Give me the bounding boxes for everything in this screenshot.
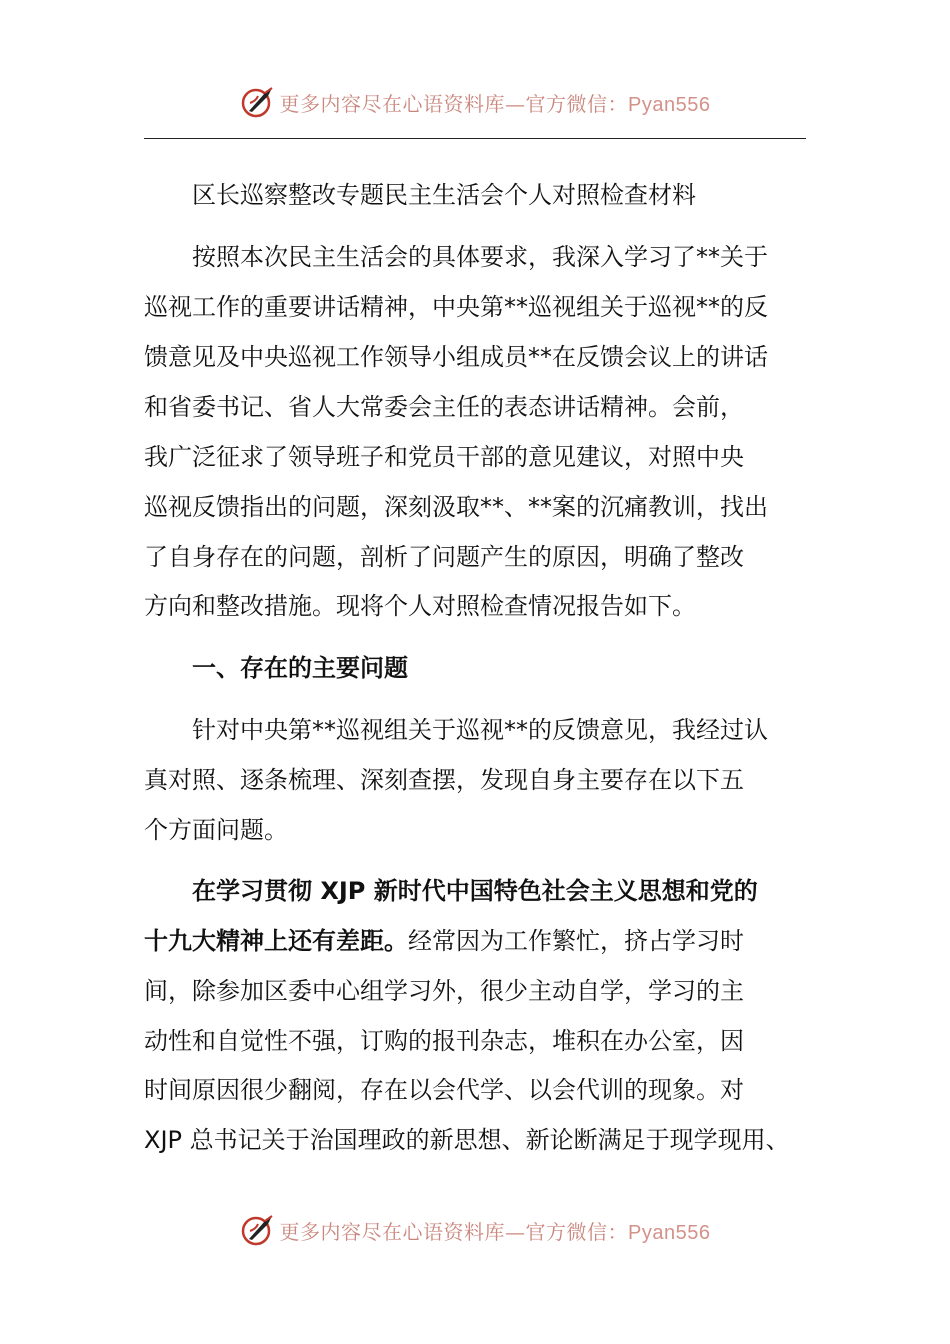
paragraph-line: 馈意见及中央巡视工作领导小组成员**在反馈会议上的讲话 [144, 343, 768, 371]
quill-logo-icon [240, 84, 276, 120]
footer-banner [0, 1208, 950, 1252]
paragraph-line: 巡视工作的重要讲话精神，中央第**巡视组关于巡视**的反 [144, 293, 768, 321]
point-heading-end: 十九大精神上还有差距。 [144, 927, 408, 955]
paragraph-line: 按照本次民主生活会的具体要求，我深入学习了**关于 [192, 243, 768, 271]
page-title: 区长巡察整改专题民主生活会个人对照检查材料 [192, 181, 696, 209]
point-text: 经常因为工作繁忙，挤占学习时 [408, 927, 744, 955]
paragraph-line: 真对照、逐条梳理、深刻查摆，发现自身主要存在以下五 [144, 766, 744, 794]
paragraph-line: 动性和自觉性不强，订购的报刊杂志，堆积在办公室，因 [144, 1027, 744, 1055]
paragraph-line: 巡视反馈指出的问题，深刻汲取**、**案的沉痛教训，找出 [144, 493, 768, 521]
wechat-id: Pyan556 [628, 1221, 711, 1244]
section-heading: 一、存在的主要问题 [192, 654, 408, 682]
paragraph-line: 我广泛征求了领导班子和党员干部的意见建议，对照中央 [144, 443, 744, 471]
paragraph-line: 方向和整改措施。现将个人对照检查情况报告如下。 [144, 592, 696, 620]
quill-logo-icon [240, 1212, 276, 1248]
paragraph-line [144, 921, 744, 961]
paragraph-line: 间，除参加区委中心组学习外，很少主动自学，学习的主 [144, 977, 744, 1005]
header-divider [144, 138, 806, 139]
point-heading: 在学习贯彻 XJP 新时代中国特色社会主义思想和党的 [192, 877, 758, 905]
paragraph-line: 时间原因很少翻阅，存在以会代学、以会代训的现象。对 [144, 1076, 744, 1104]
paragraph-line: 和省委书记、省人大常委会主任的表态讲话精神。会前， [144, 393, 744, 421]
header-banner-text: 更多内容尽在心语资料库—官方微信：Pyan556 [279, 91, 711, 116]
footer-banner-text: 更多内容尽在心语资料库—官方微信：Pyan556 [279, 1219, 711, 1244]
header-banner [0, 80, 950, 124]
paragraph-line: 了自身存在的问题，剖析了问题产生的原因，明确了整改 [144, 543, 744, 571]
wechat-id: Pyan556 [628, 93, 711, 116]
paragraph-line: 个方面问题。 [144, 816, 288, 844]
paragraph-line: 针对中央第**巡视组关于巡视**的反馈意见，我经过认 [192, 716, 768, 744]
paragraph-line: XJP 总书记关于治国理政的新思想、新论断满足于现学现用、 [144, 1126, 790, 1154]
